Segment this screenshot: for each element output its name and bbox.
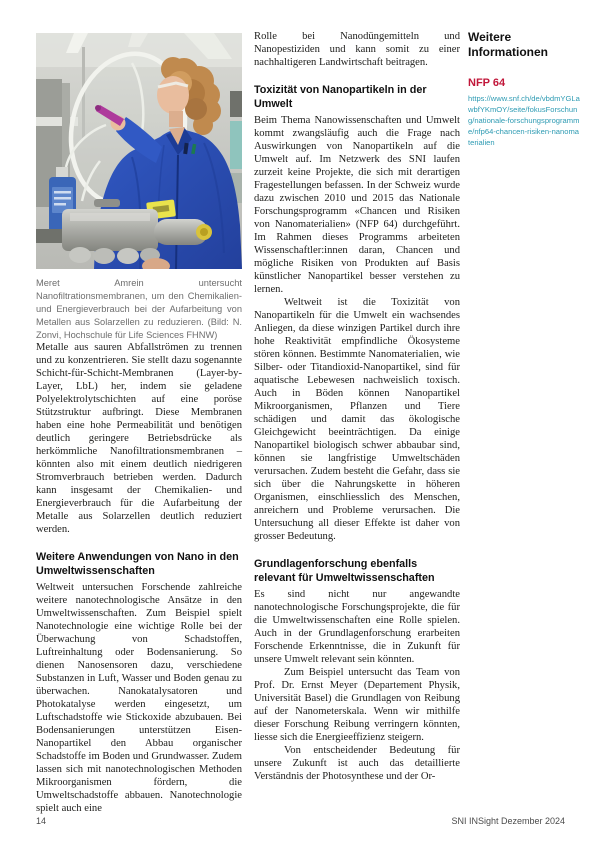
column-middle (254, 30, 460, 783)
section-heading-toxicity: Toxizität von Nanopartikeln in der Umwelt (254, 84, 427, 110)
section-heading-fundamental-research: Grundlagenforschung ebenfalls relevant für Umweltwissenschaften (254, 558, 435, 584)
photo-caption: Meret Amrein untersucht Nanofiltrationsmembranen, um den Chemikalien- und Energieverbrauch bei der Aufarbeitung von Metallen aus Solarzellen zu reduzieren. (Bild: N. Zonvi, Hochschule für Life Sciences FHNW) (36, 278, 242, 340)
paragraph-fundamental-2: Zum Beispiel untersucht das Team von Prof. Dr. Ernst Meyer (Departement Physik, Universität Basel) die Grundlagen von Reibung auf der Nanometerskala. Wenn wir mithilfe dieser Forschung Reibung verringern könnten, liesse sich die Energieeffizienz steigern. (254, 667, 460, 743)
sidebar-heading: Weitere Informationen (468, 30, 548, 59)
paragraph-applications: Weltweit untersuchen Forschende zahlreiche weitere nanotechnologische Ansätze in den Umweltwissenschaften. Zum Beispiel spielt Nanotechnologie eine wichtige Rolle bei der Überwachung von Schadstoffen, Luftreinhaltung oder Bodensanierung. So dienen Nanosensoren dazu, verschiedene Substanzen in Luft, Wasser und Boden genau zu überwachen. Nanokatalysatoren und Photokatalyse werden eingesetzt, um Luftschadstoffe wie Stickoxide abzubauen. Bei Bodensanierungen unterstützen Eisen-Nanopartikel den Abbau organischer Schadstoffe im Boden und Grundwasser. Zudem lassen sich mit nanotechnologischen Methoden Mikroorganismen fördern, die Umweltschadstoffe abbauen. Nanotechnologie spielt auch eine (36, 582, 242, 814)
sidebar-link-url[interactable]: https://www.snf.ch/de/vbdmYGLawbfYKmOY/seite/fokusForschung/nationale-forschungsprogramme/nfp64-chancen-risiken-nanomaterialien (468, 94, 580, 147)
paragraph-fundamental-1: Es sind nicht nur angewandte nanotechnologische Forschungsprojekte, die für die Umweltwissenschaften eine Rolle spielen. Auch in der Grundlagenforschung erarbeiten Forschende Erkenntnisse, die in Zukunft für unsere Umwelt relevant sein könnten. (254, 589, 460, 665)
paragraph-toxicity-1: Beim Thema Nanowissenschaften und Umwelt kommt zwangsläufig auch die Frage nach Auswirkungen von Nanopartikeln auf die Umwelt auf. Im Netzwerk des SNI laufen zurzeit keine Projekte, die sich mit derartigen Fragestellungen befassen. In der Schweiz wurde dazu zwischen 2010 und 2015 das Nationale Forschungsprogramm «Chancen und Risiken von Nanomaterialien» (NFP 64) durchgeführt. Im Rahmen dieses Programms arbeiteten Wissenschaftler:innen daran, Chancen und mögliche Risiken von Produkten auf Basis künstlicher Nanopartikel besser verstehen zu lernen. (254, 115, 460, 295)
footer-issue-label: SNI INSight Dezember 2024 (451, 816, 565, 826)
article-figure (36, 33, 242, 342)
lab-photo (36, 33, 242, 269)
paragraph-intro-continuation: Rolle bei Nanodüngemitteln und Nanopestiziden und kann somit zu einer nachhaltigeren Landwirtschaft beitragen. (254, 31, 460, 68)
page-number: 14 (36, 816, 47, 826)
paragraph-metals-continuation: Metalle aus sauren Abfallströmen zu trennen und zu konzentrieren. Sie stellt dazu sogenannte Schicht-für-Schicht-Membranen (Layer-by-Layer, LbL) her, indem sie geladene Polyelektrolytschichten auf eine poröse Stützstruktur aufbringt. Diese Membranen haben eine hohe Permeabilität und benötigen deutlich geringere Betriebsdrücke als herkömmliche Nanofiltrationsmembranen – könnten also mit einem deutlich niedrigeren Stromverbrauch betrieben werden. Dadurch kann insgesamt der Chemikalien- und Energieverbrauch für die Aufarbeitung der Metalle aus Solarzellen deutlich reduziert werden. (36, 342, 242, 535)
column-left (36, 341, 242, 815)
sidebar-more-information (468, 30, 580, 148)
paragraph-fundamental-3: Von entscheidender Bedeutung für unsere Zukunft ist auch das detaillierte Verständnis der Photosynthese und der Or- (254, 745, 460, 782)
section-heading-applications: Weitere Anwendungen von Nano in den Umweltwissenschaften (36, 551, 239, 577)
sidebar-link-title-nfp64: NFP 64 (468, 77, 506, 89)
paragraph-toxicity-2: Weltweit ist die Toxizität von Nanopartikeln für die Umwelt ein wachsendes Anliegen, da diese winzigen Partikel durch ihre hohe Reaktivität empfindliche Ökosysteme stören können. Bestimmte Nanomaterialien, wie Silber- oder Titandioxid-Nanopartikel, sind für aquatische Lebewesen nachweislich toxisch. Auch in Böden können Nanopartikel Mikroorganismen, Pflanzen und Tiere schädigen und damit das ökologische Gleichgewicht beeinträchtigen. Da einige Nanopartikel biologisch schwer abbaubar sind, können sie langfristige Umweltschäden verursachen. Zudem besteht die Gefahr, dass sie sich über die Nahrungskette in höheren Organismen, einschliesslich des Menschen, anreichern und Probleme verursachen. Die Untersuchung all dieser Effekte ist daher von grosser Bedeutung. (254, 297, 460, 542)
